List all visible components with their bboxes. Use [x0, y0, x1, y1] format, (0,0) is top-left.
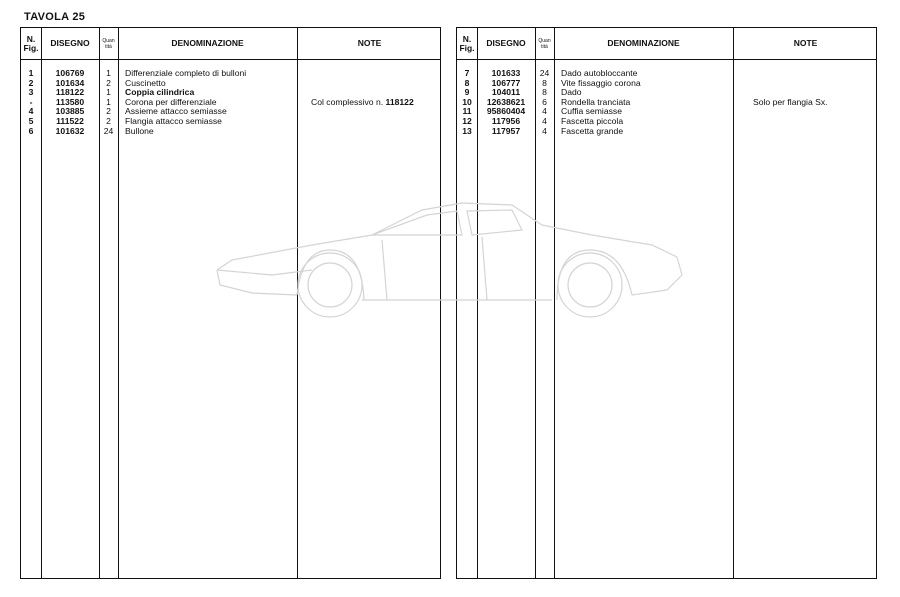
denominazione-cell: Dado autobloccante — [561, 68, 638, 78]
header-fig: N. Fig. — [459, 33, 475, 53]
fig-cell: 10 — [462, 96, 472, 107]
fig-cell: 1 — [28, 68, 34, 78]
fig-cell: 4 — [28, 106, 34, 117]
disegno-cell: 101632 — [55, 125, 85, 136]
denominazione-cell: Fascetta grande — [561, 125, 624, 136]
disegno-cell: 106777 — [491, 77, 521, 88]
car-silhouette-watermark — [212, 195, 687, 335]
fig-cell: 11 — [462, 106, 472, 117]
disegno-cell: 106769 — [55, 68, 85, 78]
header-note: NOTE — [357, 38, 382, 48]
disegno-cell: 113580 — [55, 96, 85, 107]
table-row — [457, 127, 876, 137]
disegno-cell: 12638621 — [486, 96, 526, 107]
denominazione-cell: Cuffia semiasse — [561, 106, 622, 117]
denominazione-cell: Vite fissaggio corona — [561, 77, 641, 88]
header-fig: N. Fig. — [23, 33, 39, 53]
note-cell: Col complessivo n. 118122 — [311, 96, 414, 107]
denominazione-cell: Fascetta piccola — [561, 115, 624, 126]
header-quantita: Quan tità — [538, 37, 551, 50]
disegno-cell: 101634 — [55, 77, 85, 88]
denominazione-cell: Coppia cilindrica — [125, 87, 195, 98]
header-note: NOTE — [793, 38, 818, 48]
fig-cell: 12 — [462, 115, 472, 126]
denominazione-cell: Bullone — [125, 125, 154, 136]
disegno-cell: 117956 — [491, 115, 521, 126]
header-disegno: DISEGNO — [50, 38, 90, 48]
fig-cell: - — [29, 96, 33, 107]
qty-cell: 1 — [106, 96, 111, 107]
fig-cell: 8 — [464, 77, 470, 88]
fig-cell: 9 — [464, 87, 470, 98]
qty-cell: 1 — [106, 87, 111, 98]
qty-cell: 8 — [542, 87, 547, 98]
qty-cell: 8 — [542, 77, 547, 88]
qty-cell: 4 — [542, 106, 547, 117]
header-quantita: Quan tità — [102, 37, 115, 50]
table-header — [21, 28, 440, 60]
qty-cell: 4 — [542, 115, 547, 126]
qty-cell: 6 — [542, 96, 547, 107]
denominazione-cell: Assieme attacco semiasse — [125, 106, 227, 117]
denominazione-cell: Dado — [561, 87, 582, 98]
disegno-cell: 101633 — [491, 68, 521, 78]
qty-cell: 2 — [106, 106, 111, 117]
header-denominazione: DENOMINAZIONE — [607, 38, 680, 48]
qty-cell: 24 — [539, 68, 550, 78]
disegno-cell: 103885 — [55, 106, 85, 117]
denominazione-cell: Differenziale completo di bulloni — [125, 68, 247, 78]
fig-cell: 13 — [462, 125, 472, 136]
disegno-cell: 117957 — [491, 125, 521, 136]
header-denominazione: DENOMINAZIONE — [171, 38, 244, 48]
table-header — [457, 28, 876, 60]
qty-cell: 4 — [542, 125, 547, 136]
fig-cell: 7 — [464, 68, 470, 78]
qty-cell: 24 — [103, 125, 114, 136]
page-title: TAVOLA 25 — [24, 11, 86, 23]
table-row — [21, 127, 440, 137]
qty-cell: 2 — [106, 115, 111, 126]
fig-cell: 6 — [28, 125, 34, 136]
qty-cell: 1 — [106, 68, 111, 78]
denominazione-cell: Flangia attacco semiasse — [125, 115, 222, 126]
disegno-cell: 95860404 — [486, 106, 526, 117]
fig-cell: 3 — [28, 87, 34, 98]
fig-cell: 2 — [28, 77, 34, 88]
disegno-cell: 118122 — [55, 87, 85, 98]
note-cell: Solo per flangia Sx. — [753, 96, 828, 107]
denominazione-cell: Corona per differenziale — [125, 96, 217, 107]
denominazione-cell: Cuscinetto — [125, 77, 166, 88]
qty-cell: 2 — [106, 77, 111, 88]
disegno-cell: 104011 — [491, 87, 521, 98]
disegno-cell: 111522 — [56, 115, 84, 126]
fig-cell: 5 — [28, 115, 34, 126]
header-disegno: DISEGNO — [486, 38, 526, 48]
denominazione-cell: Rondella tranciata — [561, 96, 631, 107]
